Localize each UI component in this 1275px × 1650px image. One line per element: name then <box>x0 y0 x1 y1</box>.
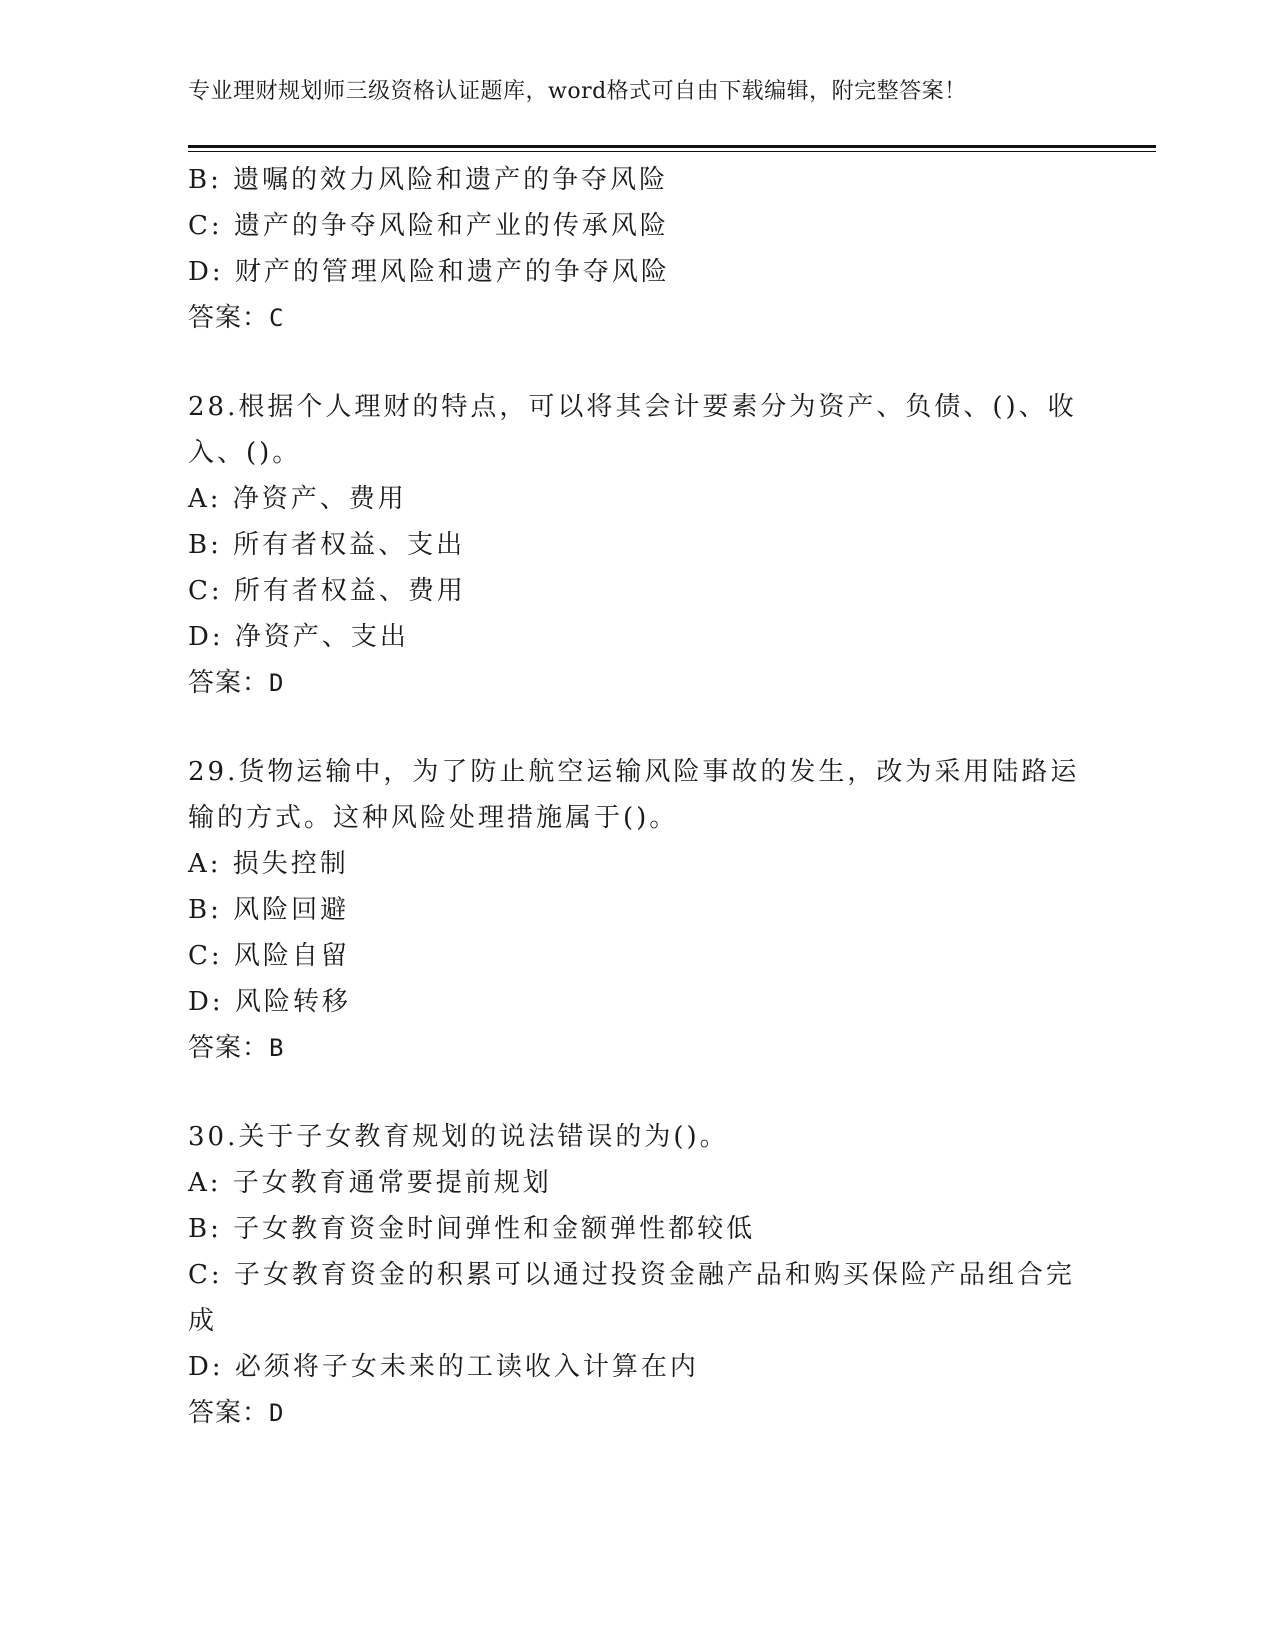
question-29 <box>188 749 1088 1071</box>
option-c: C: 子女教育资金的积累可以通过投资金融产品和购买保险产品组合完成 <box>188 1260 1075 1336</box>
question-text: 30.关于子女教育规划的说法错误的为()。 <box>188 1122 729 1152</box>
answer-value: C <box>269 304 285 332</box>
option-a: A: 子女教育通常要提前规划 <box>188 1168 552 1198</box>
answer-line <box>188 1390 1088 1436</box>
option-a: A: 净资产、费用 <box>188 484 407 514</box>
answer-label: 答案： <box>188 1398 270 1428</box>
option-d: D: 风险转移 <box>188 987 351 1017</box>
page-header: 专业理财规划师三级资格认证题库，word格式可自由下载编辑，附完整答案！ <box>188 79 967 104</box>
option-d: D: 财产的管理风险和遗产的争夺风险 <box>188 257 670 287</box>
question-content <box>188 157 1088 1436</box>
answer-value: D <box>269 669 285 697</box>
option-b: B: 风险回避 <box>188 895 350 925</box>
answer-label: 答案： <box>188 1033 270 1063</box>
option-b: B: 子女教育资金时间弹性和金额弹性都较低 <box>188 1214 756 1244</box>
answer-line <box>188 660 1088 706</box>
option-d: D: 必须将子女未来的工读收入计算在内 <box>188 1352 699 1382</box>
option-d: D: 净资产、支出 <box>188 622 409 652</box>
question-text: 29.货物运输中，为了防止航空运输风险事故的发生，改为采用陆路运输的方式。这种风险处理措施属于()。 <box>188 757 1080 833</box>
option-b: B: 所有者权益、支出 <box>188 530 466 560</box>
answer-value: B <box>269 1034 285 1062</box>
answer-line <box>188 295 1088 341</box>
option-a: A: 损失控制 <box>188 849 349 879</box>
header-divider-thick <box>188 145 1156 148</box>
option-c: C: 风险自留 <box>188 941 350 971</box>
question-text: 28.根据个人理财的特点，可以将其会计要素分为资产、负债、()、收入、()。 <box>188 392 1077 468</box>
option-c: C: 遗产的争夺风险和产业的传承风险 <box>188 211 669 241</box>
answer-label: 答案： <box>188 303 270 333</box>
option-b: B: 遗嘱的效力风险和遗产的争夺风险 <box>188 165 669 195</box>
option-c: C: 所有者权益、费用 <box>188 576 466 606</box>
answer-value: D <box>269 1399 285 1427</box>
header-divider-thin <box>188 151 1156 152</box>
question-30 <box>188 1114 1088 1436</box>
answer-line <box>188 1025 1088 1071</box>
answer-label: 答案： <box>188 668 270 698</box>
question-27-continuation <box>188 157 1088 341</box>
question-28 <box>188 384 1088 706</box>
